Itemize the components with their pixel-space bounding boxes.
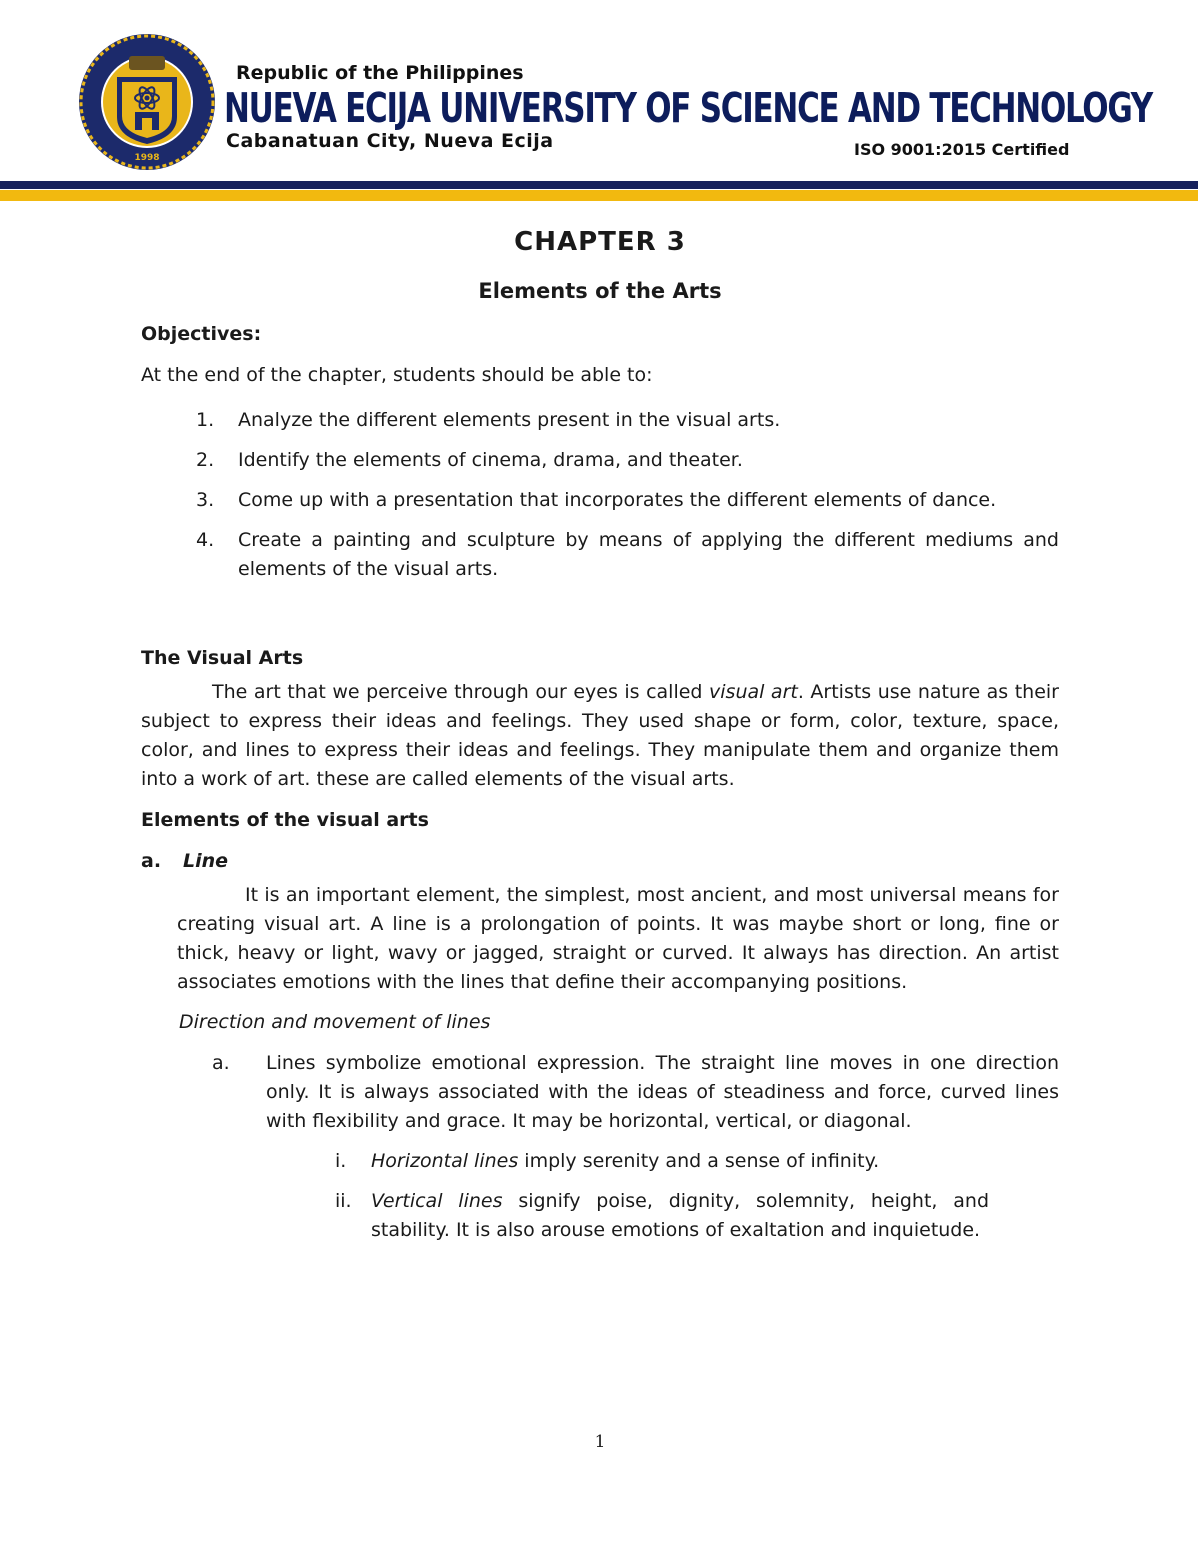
chapter-title: CHAPTER 3 <box>514 227 686 257</box>
line-heading: a. Line <box>141 850 229 872</box>
iso-certification: ISO 9001:2015 Certified <box>854 140 1070 159</box>
header-navy-bar <box>0 181 1198 189</box>
objectives-list <box>141 406 1059 584</box>
line-paragraph: It is an important element, the simplest, most ancient, and most universal means for creating visual art. A line is a prolongation of points. It was maybe short or long, fine or thick, heavy or light, wavy or jagged, straight or curved. It always has direction. An artist associates emotions with the lines that define their accompanying positions. <box>177 884 1059 993</box>
roman-item: i. Horizontal lines imply serenity and a sense of infinity. <box>335 1150 880 1172</box>
seal-year: 1998 <box>134 153 160 163</box>
city-label: Cabanatuan City, Nueva Ecija <box>226 130 554 152</box>
university-name: NUEVA ECIJA UNIVERSITY OF SCIENCE AND TECHNOLOGY <box>224 84 1152 132</box>
objectives-heading: Objectives: <box>141 323 262 345</box>
roman-item: ii. Vertical lines signify poise, dignity, solemnity, height, and stability. It is also arouse emotions of exaltation and inquietude. <box>335 1190 990 1241</box>
chapter-subtitle: Elements of the Arts <box>478 279 722 303</box>
objective-item: 4. Create a painting and sculpture by means of applying the different mediums and elements of the visual arts. <box>196 529 1059 580</box>
direction-heading: Direction and movement of lines <box>179 1011 491 1033</box>
document-body <box>141 222 1059 1245</box>
visual-arts-paragraph: The art that we perceive through our eyes is called visual art. Artists use nature as their subject to express their ideas and feelings. They used shape or form, color, texture, space, color, and lines to express their ideas and feelings. They manipulate them and organize them into a work of art. these are called elements of the visual arts. <box>141 681 1059 790</box>
objective-item: 1. Analyze the different elements present in the visual arts. <box>196 409 781 431</box>
document-header <box>0 0 1200 205</box>
university-seal <box>72 32 222 172</box>
objective-item: 3. Come up with a presentation that incorporates the different elements of dance. <box>196 489 997 511</box>
header-gold-bar <box>0 190 1198 201</box>
objective-item: 2. Identify the elements of cinema, drama, and theater. <box>196 449 743 471</box>
visual-arts-heading: The Visual Arts <box>141 647 304 669</box>
republic-label: Republic of the Philippines <box>236 62 524 84</box>
elements-heading: Elements of the visual arts <box>141 809 429 831</box>
objectives-intro: At the end of the chapter, students should be able to: <box>141 364 653 386</box>
page-number: 1 <box>594 1432 606 1452</box>
direction-item-a: a. Lines symbolize emotional expression. The straight line moves in one direction only. It is always associated with the ideas of steadiness and force, curved lines with flexibility and grace. It may be horizontal, vertical, or diagonal. <box>212 1052 1059 1132</box>
